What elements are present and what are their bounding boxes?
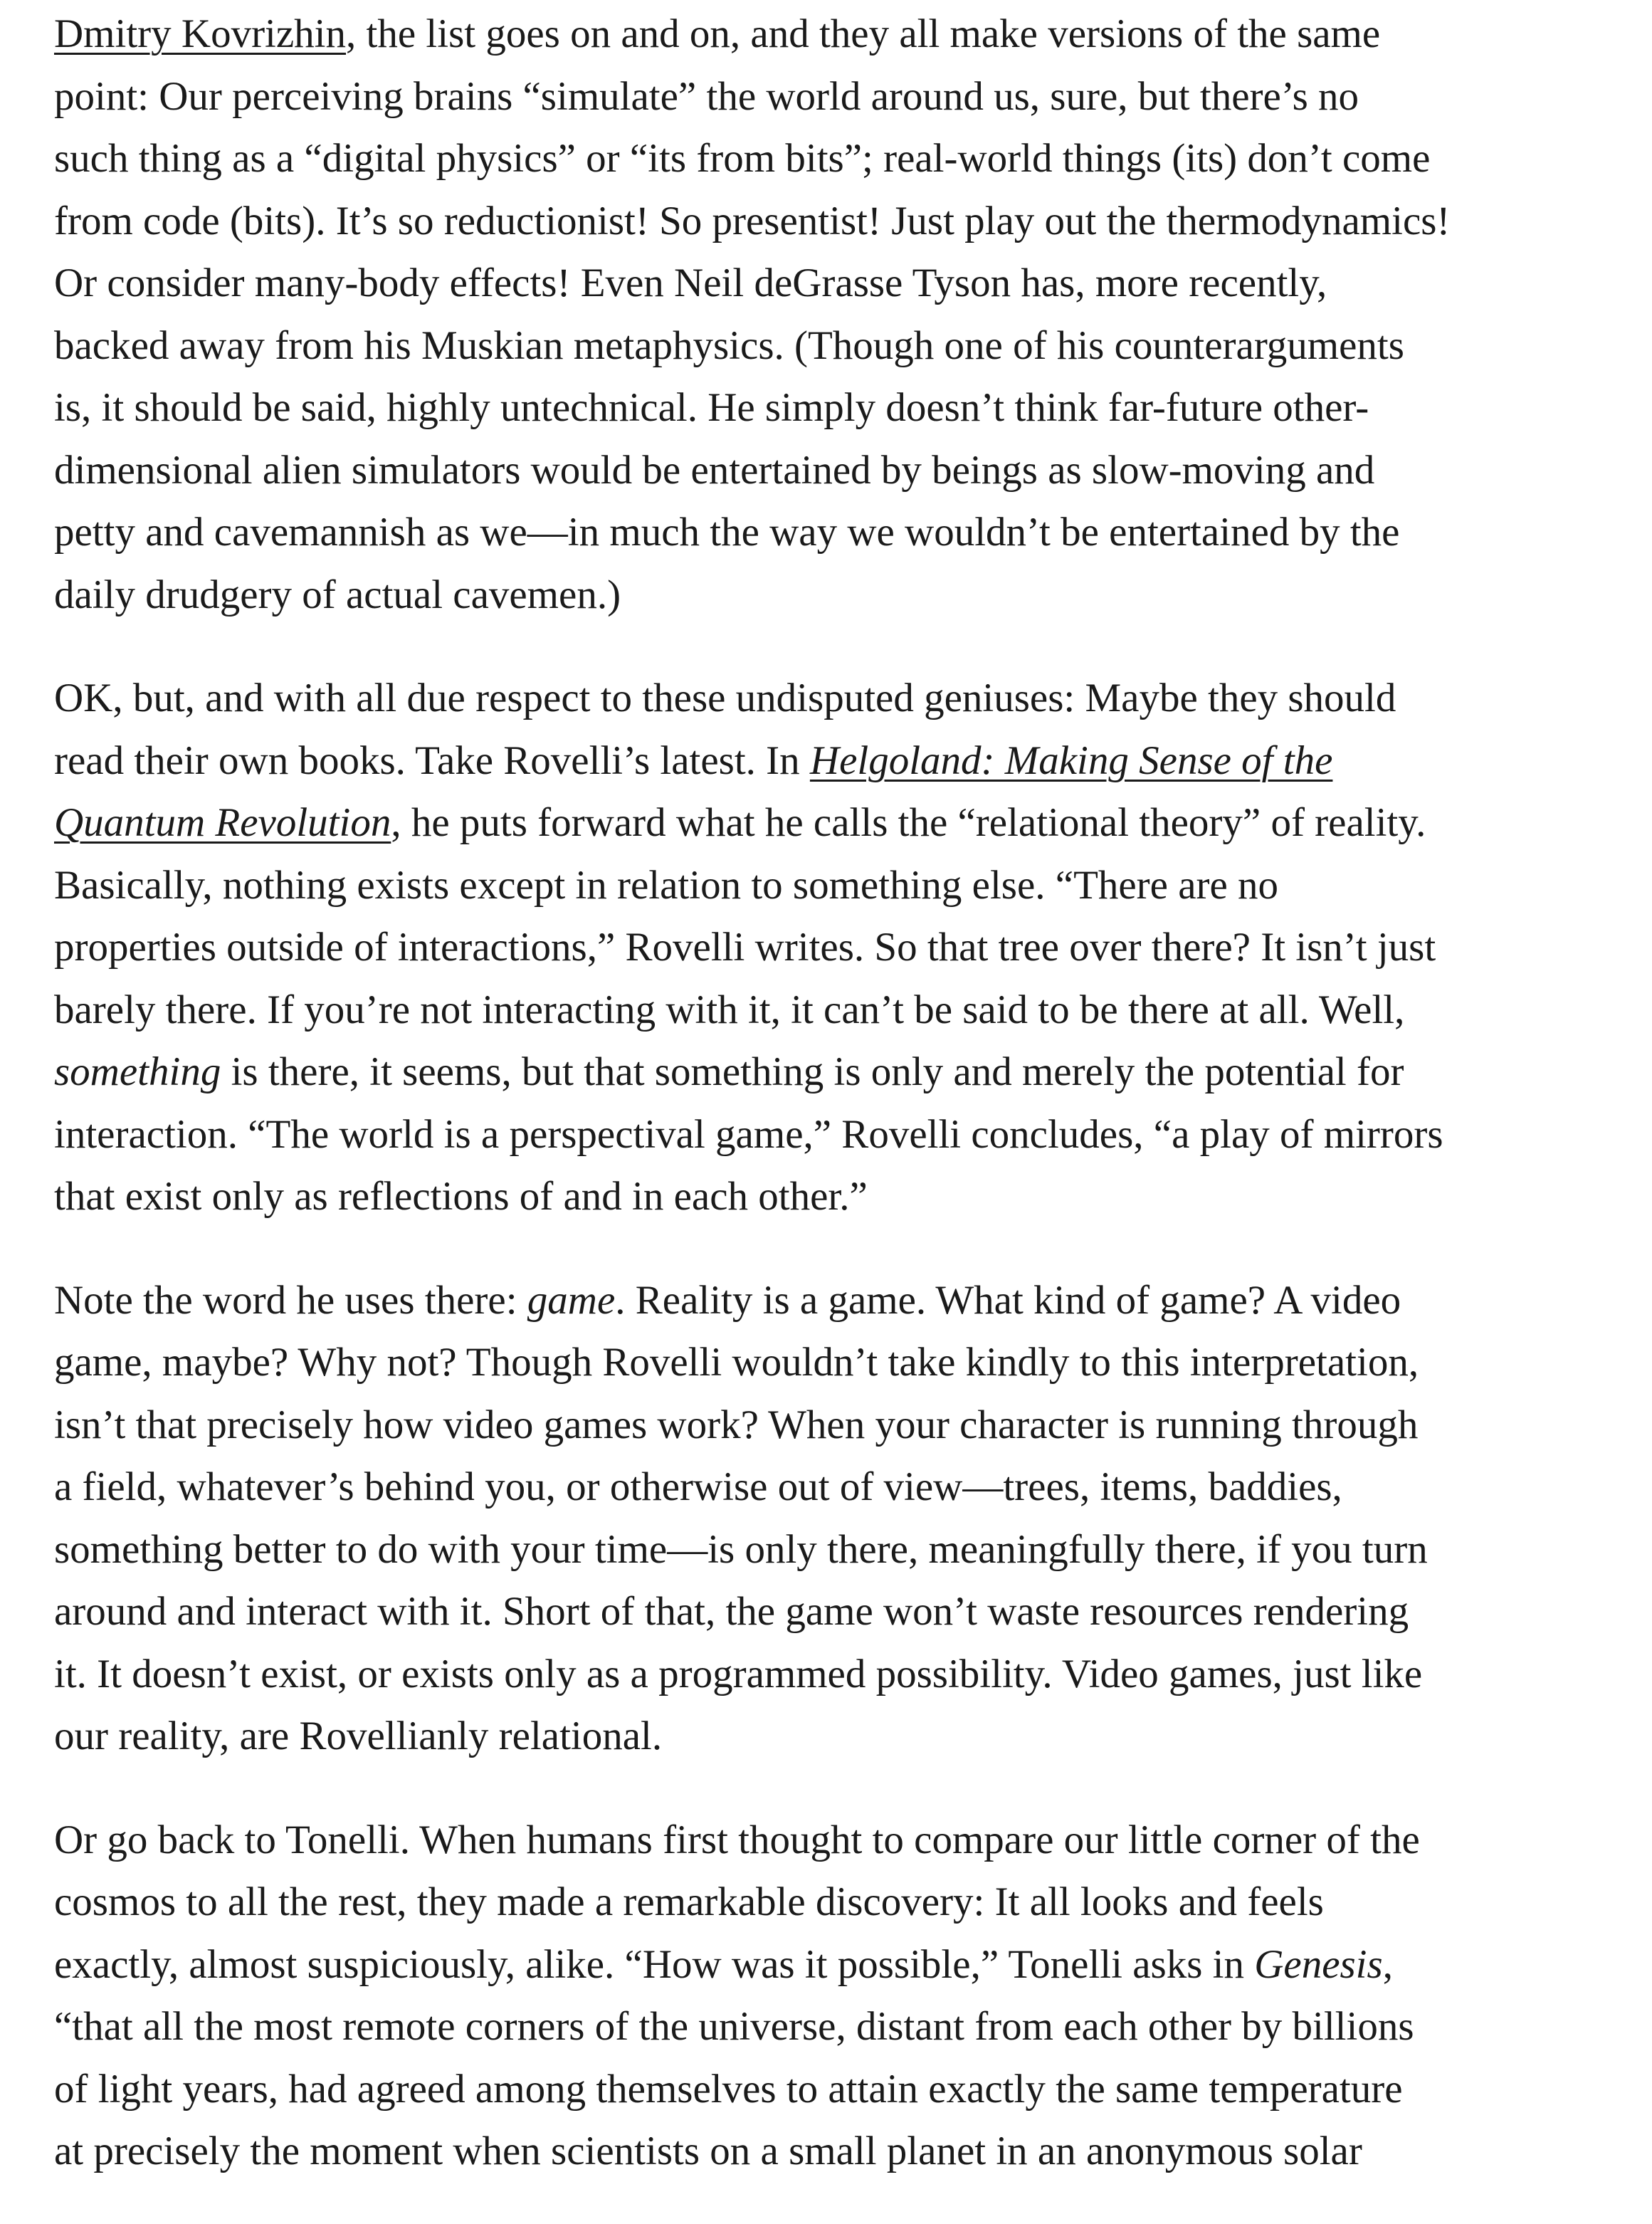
text-line — [54, 315, 1652, 377]
text-line — [54, 1165, 1652, 1228]
text-line — [54, 127, 1652, 190]
text-line — [54, 1456, 1652, 1518]
text-segment: a field, whatever’s behind you, or otherwise out of view—trees, items, baddies, — [54, 1464, 1342, 1509]
text-line — [54, 501, 1652, 564]
text-line — [54, 1331, 1652, 1394]
text-line — [54, 439, 1652, 502]
emphasized-text: something — [54, 1049, 221, 1094]
text-line — [54, 2120, 1652, 2183]
text-line — [54, 1871, 1652, 1934]
text-segment: petty and cavemannish as we—in much the way we wouldn’t be entertained by the — [54, 510, 1400, 555]
text-line — [54, 792, 1652, 854]
article-paragraph — [54, 667, 1652, 1228]
text-line — [54, 1995, 1652, 2058]
text-line — [54, 377, 1652, 439]
text-segment: “that all the most remote corners of the universe, distant from each other by billions — [54, 2004, 1414, 2049]
text-segment: , he puts forward what he calls the “relational theory” of reality. — [391, 800, 1426, 845]
book-title-link[interactable]: Quantum Revolution — [54, 800, 391, 845]
text-segment: of light years, had agreed among themselves to attain exactly the same temperature — [54, 2066, 1403, 2112]
text-line — [54, 1518, 1652, 1581]
text-line — [54, 1705, 1652, 1768]
text-segment: at precisely the moment when scientists on a small planet in an anonymous solar — [54, 2129, 1362, 2173]
text-segment: Note the word he uses there: — [54, 1277, 527, 1323]
text-line — [54, 1394, 1652, 1457]
text-line — [54, 1643, 1652, 1706]
text-line — [54, 1809, 1652, 1872]
text-segment: isn’t that precisely how video games work? When your character is running through — [54, 1402, 1419, 1447]
text-segment: our reality, are Rovellianly relational. — [54, 1714, 663, 1758]
text-line — [54, 3, 1652, 65]
text-line — [54, 252, 1652, 315]
text-segment: . Reality is a game. What kind of game? A video — [615, 1277, 1401, 1323]
text-line — [54, 1269, 1652, 1332]
text-segment: daily drudgery of actual cavemen.) — [54, 572, 621, 617]
author-link[interactable]: Dmitry Kovrizhin — [54, 11, 347, 56]
text-segment: dimensional alien simulators would be entertained by beings as slow-moving and — [54, 447, 1375, 493]
text-segment: , the list goes on and on, and they all make versions of the same — [346, 11, 1381, 56]
text-segment: Or go back to Tonelli. When humans first thought to compare our little corner of the — [54, 1817, 1420, 1862]
text-line — [54, 190, 1652, 253]
article-paragraph — [54, 1809, 1652, 2183]
article-paragraph — [54, 3, 1652, 626]
text-segment: read their own books. Take Rovelli’s latest. In — [54, 738, 810, 783]
text-segment: cosmos to all the rest, they made a remarkable discovery: It all looks and feels — [54, 1879, 1324, 1924]
text-segment: such thing as a “digital physics” or “its from bits”; real-world things (its) don’t come — [54, 136, 1431, 181]
text-line — [54, 65, 1652, 128]
text-segment: barely there. If you’re not interacting with it, it can’t be said to be there at all. Well, — [54, 987, 1405, 1032]
text-segment: exactly, almost suspiciously, alike. “How was it possible,” Tonelli asks in — [54, 1941, 1255, 1987]
text-segment: something better to do with your time—is only there, meaningfully there, if you turn — [54, 1526, 1428, 1572]
text-segment: , — [1382, 1941, 1393, 1987]
text-segment: from code (bits). It’s so reductionist! So presentist! Just play out the thermodynamics! — [54, 198, 1451, 243]
text-segment: is, it should be said, highly untechnical. He simply doesn’t think far-future other- — [54, 385, 1369, 430]
emphasized-text: game — [527, 1277, 616, 1323]
text-segment: that exist only as reflections of and in each other.” — [54, 1174, 868, 1219]
text-line — [54, 1103, 1652, 1166]
text-segment: point: Our perceiving brains “simulate” the world around us, sure, but there’s no — [54, 73, 1359, 119]
text-line — [54, 854, 1652, 917]
text-segment: game, maybe? Why not? Though Rovelli wouldn’t take kindly to this interpretation, — [54, 1340, 1419, 1385]
text-line — [54, 1580, 1652, 1643]
article-body — [54, 3, 1652, 2224]
emphasized-text: Genesis — [1254, 1941, 1383, 1987]
text-line — [54, 1041, 1652, 1103]
text-segment: is there, it seems, but that something is only and merely the potential for — [221, 1049, 1404, 1094]
text-line — [54, 1934, 1652, 1996]
text-line — [54, 667, 1652, 730]
book-title-link[interactable]: Helgoland: Making Sense of the — [809, 738, 1333, 783]
text-segment: interaction. “The world is a perspectival game,” Rovelli concludes, “a play of mirrors — [54, 1111, 1443, 1157]
text-segment: OK, but, and with all due respect to these undisputed geniuses: Maybe they should — [54, 676, 1396, 720]
text-line — [54, 730, 1652, 792]
text-segment: around and interact with it. Short of that, the game won’t waste resources rendering — [54, 1589, 1409, 1634]
text-segment: it. It doesn’t exist, or exists only as a programmed possibility. Video games, just like — [54, 1651, 1423, 1696]
text-line — [54, 916, 1652, 979]
text-line — [54, 2058, 1652, 2121]
text-segment: Basically, nothing exists except in relation to something else. “There are no — [54, 862, 1279, 908]
text-line — [54, 564, 1652, 626]
text-line — [54, 979, 1652, 1042]
text-segment: properties outside of interactions,” Rovelli writes. So that tree over there? It isn’t just — [54, 925, 1436, 970]
text-segment: Or consider many-body effects! Even Neil deGrasse Tyson has, more recently, — [54, 261, 1327, 305]
article-paragraph — [54, 1269, 1652, 1768]
text-segment: backed away from his Muskian metaphysics. (Though one of his counterarguments — [54, 322, 1404, 368]
